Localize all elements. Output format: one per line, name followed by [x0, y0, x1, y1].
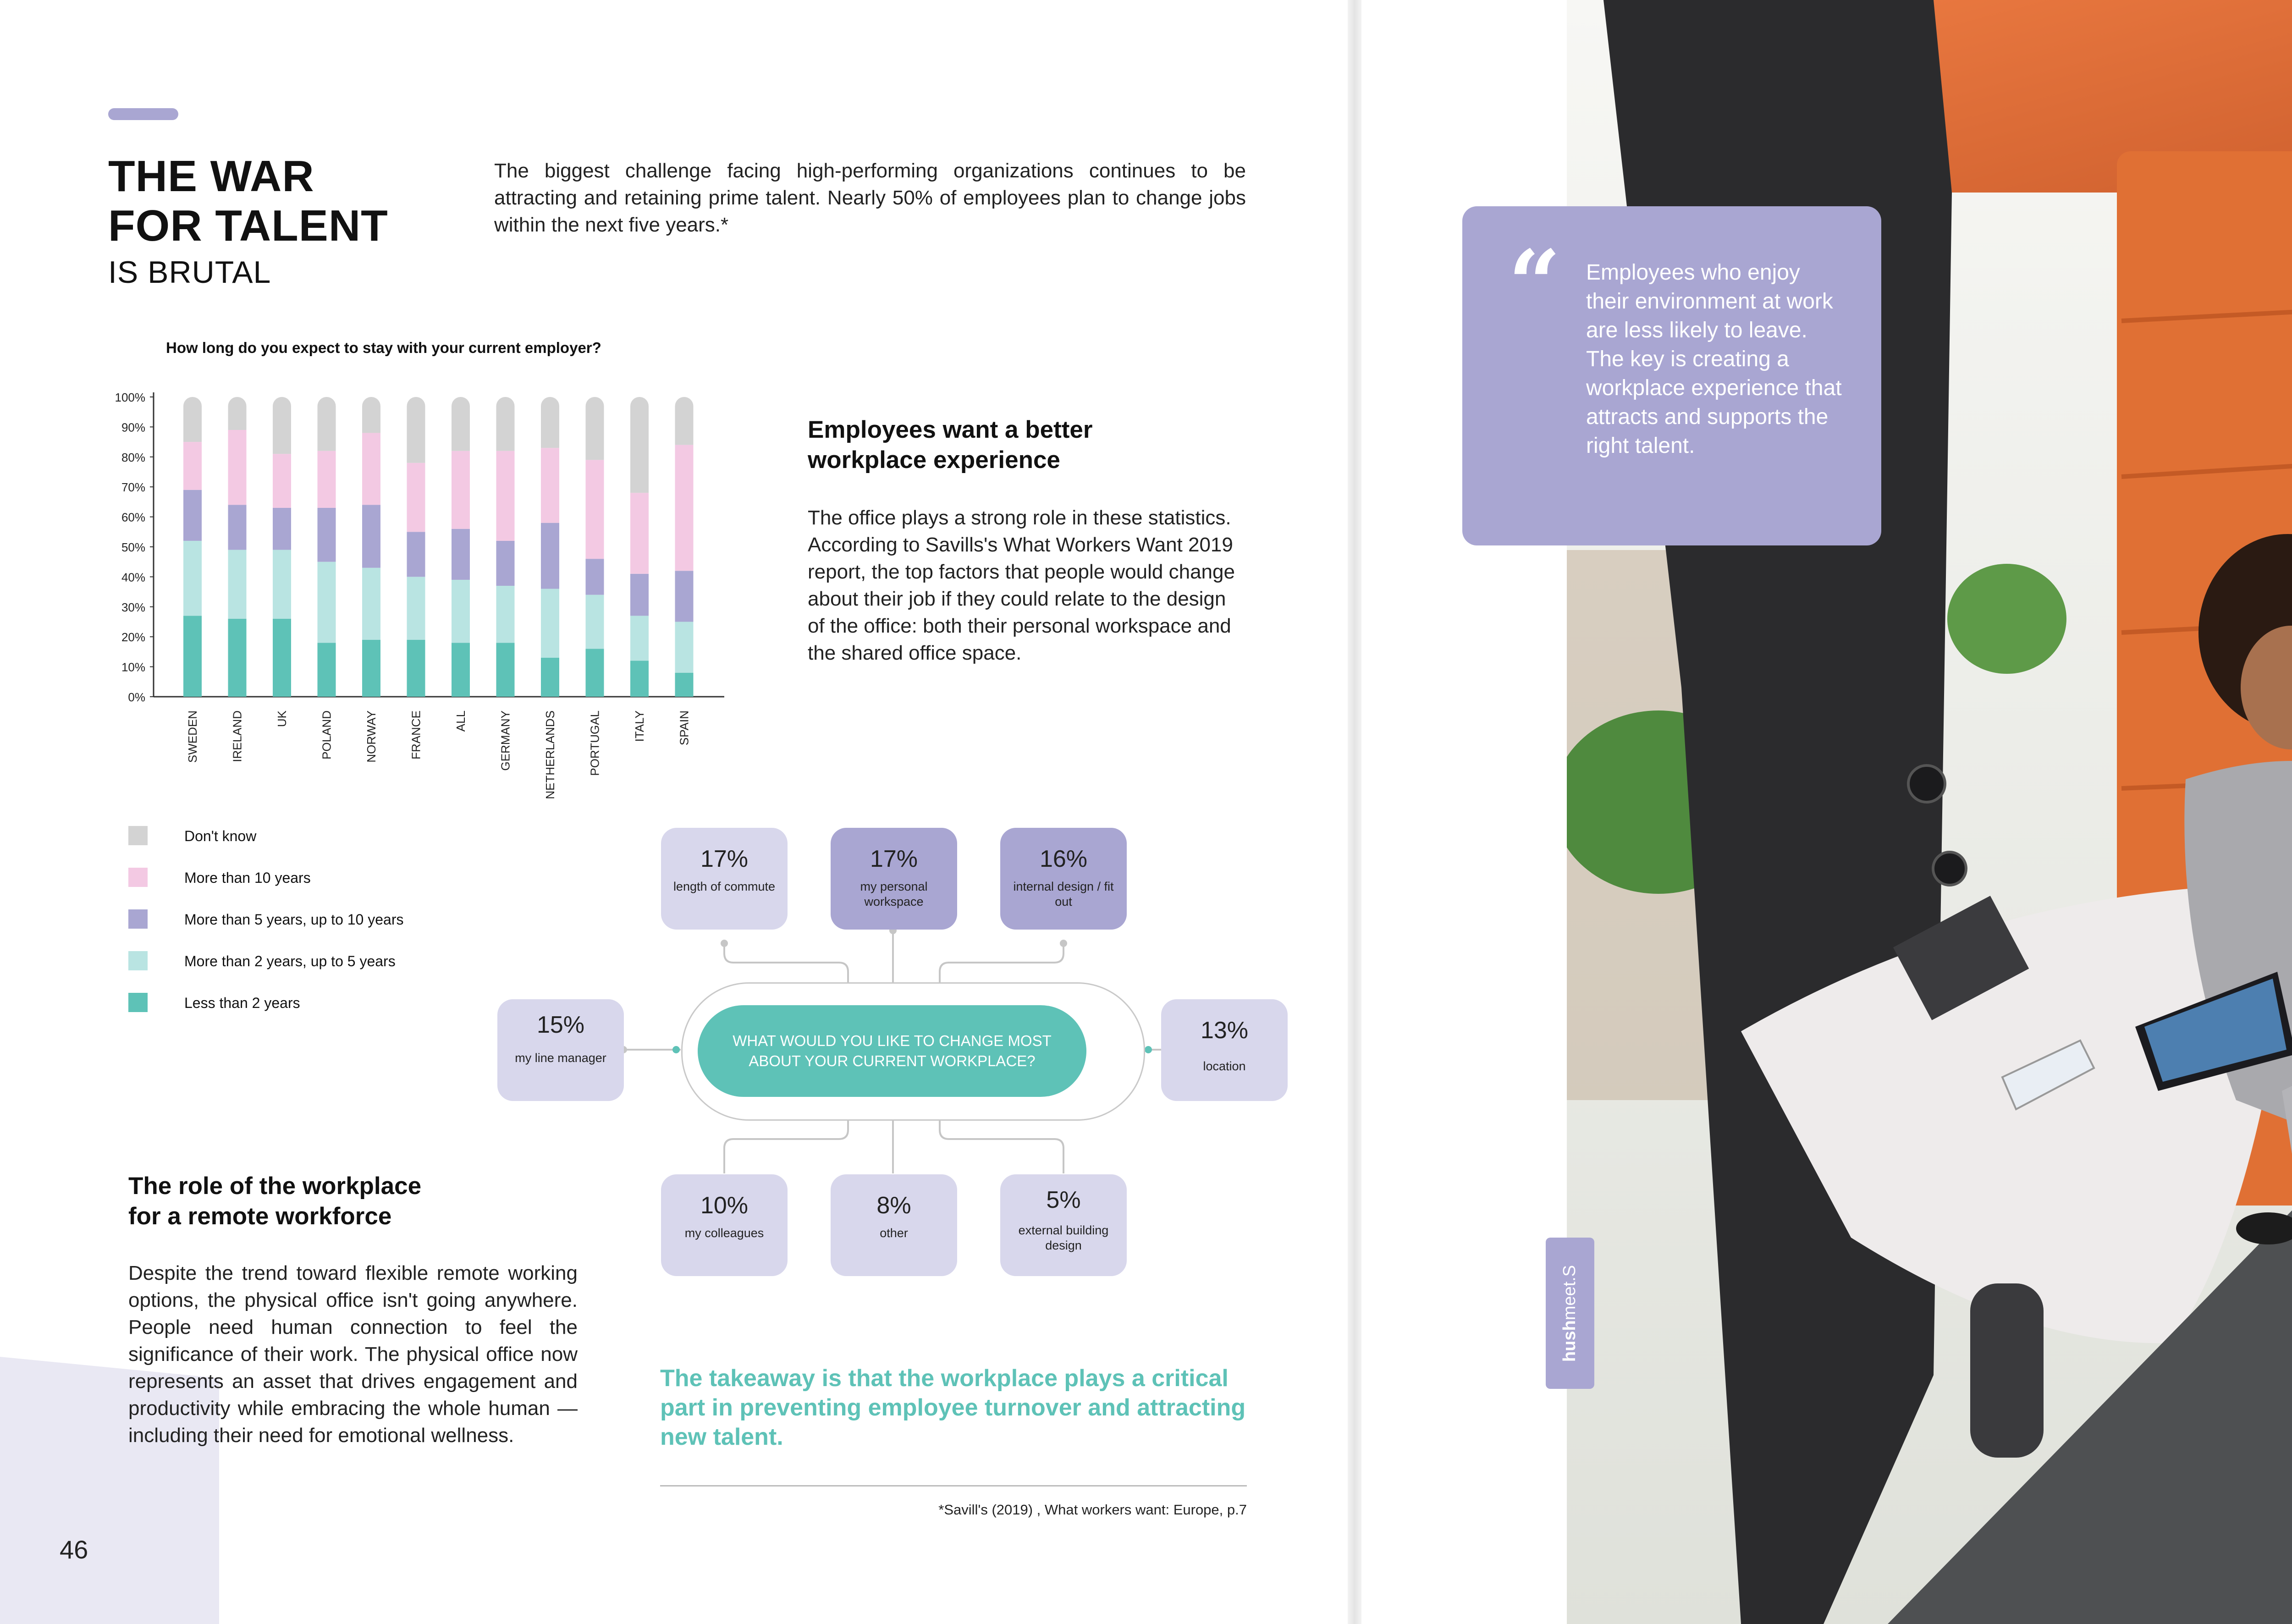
section-body-experience: The office plays a strong role in these statistics. According to Savills's What Workers Want 2019 report, the top factors that people would change about their job if they could relate to the design of the office: both their personal workspace and the shared office space. — [808, 506, 1235, 664]
bar-segment — [183, 442, 202, 490]
heading-line: Employees want a better — [808, 416, 1093, 443]
bar-segment — [496, 451, 515, 541]
bar-segment — [407, 577, 425, 639]
factor-label: internal design / fit out — [1013, 880, 1114, 908]
bar-segment — [318, 643, 336, 697]
bar-segment — [541, 523, 559, 589]
x-tick-label: UK — [275, 710, 289, 727]
x-tick-label: NETHERLANDS — [543, 710, 557, 799]
bar-segment — [362, 640, 380, 697]
connector — [940, 1118, 1063, 1173]
legend-label: Less than 2 years — [184, 995, 300, 1011]
bar-segment — [586, 595, 604, 649]
factor-percent: 13% — [1200, 1017, 1249, 1044]
footnote-divider — [660, 1485, 1247, 1486]
bar-segment — [586, 559, 604, 595]
factor-percent: 8% — [876, 1192, 911, 1219]
y-tick-label: 30% — [121, 600, 145, 614]
bar-segment — [541, 589, 559, 658]
bar-segment — [183, 397, 202, 442]
factor-percent: 17% — [870, 846, 918, 872]
factor-label: my line manager — [515, 1051, 606, 1065]
factor-percent: 10% — [700, 1192, 749, 1219]
bar-segment — [273, 550, 291, 619]
y-tick-label: 10% — [121, 660, 145, 674]
factor-label: external building design — [1018, 1223, 1109, 1252]
connector-dot — [672, 1046, 680, 1053]
bar-segment — [452, 529, 470, 580]
bar-segment — [183, 616, 202, 697]
table-leg — [1970, 1283, 2044, 1458]
bar-segment — [273, 508, 291, 550]
x-tick-label: GERMANY — [498, 710, 512, 771]
bar-segment — [407, 397, 425, 463]
y-tick-label: 70% — [121, 480, 145, 495]
connector-dot — [721, 940, 728, 947]
tag-brand: hush — [1560, 1320, 1580, 1362]
factor-percent: 17% — [700, 846, 749, 872]
factor-box-commute — [661, 828, 788, 930]
bar-segment — [675, 445, 694, 571]
x-tick-label: SPAIN — [677, 710, 691, 746]
factor-label: length of commute — [673, 880, 776, 893]
factor-label: my personal workspace — [860, 880, 928, 908]
factor-percent: 5% — [1046, 1187, 1081, 1213]
bar-segment — [228, 397, 247, 430]
legend-item — [128, 908, 495, 930]
y-tick-label: 100% — [115, 391, 145, 404]
bar-segment — [630, 493, 649, 574]
connector-dot — [1145, 1046, 1152, 1053]
bar-segment — [183, 490, 202, 541]
factor-box-location — [1161, 999, 1288, 1101]
connector — [940, 942, 1063, 982]
x-tick-label: FRANCE — [409, 710, 423, 760]
legend-swatch — [128, 868, 148, 887]
x-tick-label: POLAND — [320, 710, 334, 760]
bar-segment — [318, 562, 336, 643]
legend-label: Don't know — [184, 828, 257, 844]
intro-paragraph: The biggest challenge facing high-performing organizations continues to be attracting and retaining prime talent. Nearly 50% of employees plan to change jobs within the next five years.* — [494, 160, 1246, 236]
quote-text: Employees who enjoy their environment at work are less likely to leave. The key is creating a workplace experience that attracts and supports the right talent. — [1586, 260, 1842, 458]
legend-item — [128, 867, 495, 889]
x-tick-label: ITALY — [633, 710, 646, 742]
bar-segment — [273, 619, 291, 697]
accent-bar — [108, 108, 178, 120]
tag-model: meet.S — [1560, 1265, 1580, 1320]
question-pill — [698, 1005, 1086, 1097]
bar-segment — [496, 586, 515, 643]
legend-item — [128, 825, 495, 847]
bar-segment — [452, 397, 470, 451]
bar-segment — [362, 397, 380, 433]
bar-segment — [228, 550, 247, 619]
factor-box-internal-design — [1000, 828, 1127, 930]
footnote: *Savill's (2019) , What workers want: Europe, p.7 — [938, 1502, 1247, 1518]
page-number-left: 46 — [60, 1535, 88, 1564]
outlet — [1933, 852, 1966, 885]
bar-segment — [586, 649, 604, 697]
connector-dot — [1060, 940, 1067, 947]
bar-segment — [407, 640, 425, 697]
legend-item — [128, 950, 495, 972]
heading-line: The role of the workplace — [128, 1173, 422, 1200]
bar-segment — [362, 505, 380, 567]
bar-segment — [541, 397, 559, 448]
product-tag-label — [1546, 1238, 1594, 1389]
stacked-bar-chart — [92, 376, 743, 816]
takeaway-callout: The takeaway is that the workplace plays a critical part in preventing employee turnover and attracting new talent. — [660, 1365, 1246, 1450]
section-heading-experience — [808, 415, 1092, 475]
bar-segment — [318, 508, 336, 562]
bar-segment — [362, 568, 380, 640]
y-tick-label: 60% — [121, 510, 145, 524]
y-tick-label: 0% — [128, 690, 145, 704]
y-tick-label: 80% — [121, 450, 145, 464]
x-tick-label: PORTUGAL — [588, 710, 602, 776]
title-line-3: IS BRUTAL — [108, 255, 271, 290]
bar-segment — [362, 433, 380, 505]
legend-label: More than 5 years, up to 10 years — [184, 911, 404, 928]
y-tick-label: 40% — [121, 570, 145, 584]
bar-segment — [452, 451, 470, 529]
bar-segment — [228, 505, 247, 550]
plant — [1947, 564, 2066, 674]
bar-segment — [318, 451, 336, 508]
bar-segment — [496, 541, 515, 586]
factor-box-line-manager — [497, 999, 624, 1101]
y-tick-label: 50% — [121, 540, 145, 554]
factor-label: other — [880, 1226, 908, 1240]
outlet — [1908, 765, 1945, 802]
y-tick-label: 20% — [121, 630, 145, 644]
section-body-remote: Despite the trend toward flexible remote working options, the physical office isn't going anywhere. People need human connection to feel the significance of their work. The physical office now represents an asset that drives engagement and productivity while embracing the whole human — including their need for emotional wellness. — [128, 1262, 578, 1447]
x-tick-label: NORWAY — [364, 710, 378, 763]
title-line-2: FOR TALENT — [108, 201, 388, 250]
y-tick-label: 90% — [121, 420, 145, 435]
section-heading-remote — [128, 1171, 421, 1232]
bar-segment — [630, 661, 649, 697]
factor-percent: 15% — [536, 1012, 585, 1038]
bar-segment — [541, 448, 559, 523]
bar-segment — [318, 397, 336, 451]
legend-item — [128, 992, 495, 1014]
legend-label: More than 10 years — [184, 870, 311, 886]
bar-segment — [541, 658, 559, 697]
question-text: WHAT WOULD YOU LIKE TO CHANGE MOST ABOUT YOUR CURRENT WORKPLACE? — [733, 1032, 1052, 1069]
bar-segment — [675, 397, 694, 445]
bar-segment — [675, 571, 694, 622]
bar-segment — [452, 580, 470, 643]
heading-line: workplace experience — [808, 446, 1060, 473]
bar-segment — [228, 619, 247, 697]
bar-segment — [452, 643, 470, 697]
legend-label: More than 2 years, up to 5 years — [184, 953, 396, 969]
factor-box-external-design — [1000, 1174, 1127, 1276]
legend-swatch — [128, 909, 148, 929]
bar-segment — [586, 460, 604, 559]
heading-line: for a remote workforce — [128, 1203, 392, 1230]
bar-segment — [675, 622, 694, 673]
legend-swatch — [128, 951, 148, 970]
bar-segment — [630, 616, 649, 661]
factor-percent: 16% — [1039, 846, 1088, 872]
bar-segment — [183, 541, 202, 616]
bar-segment — [586, 397, 604, 460]
bar-segment — [228, 430, 247, 505]
bar-segment — [496, 643, 515, 697]
bar-segment — [407, 463, 425, 532]
connector — [724, 1118, 848, 1173]
book-spine — [1348, 0, 1361, 1624]
bar-segment — [630, 397, 649, 493]
x-tick-label: IRELAND — [230, 710, 244, 762]
x-tick-label: SWEDEN — [186, 710, 199, 763]
title-line-1: THE WAR — [108, 152, 314, 201]
bar-segment — [273, 397, 291, 454]
factor-label: location — [1203, 1059, 1246, 1073]
bar-segment — [273, 454, 291, 508]
bar-segment — [675, 673, 694, 697]
chart-title: How long do you expect to stay with your current employer? — [166, 339, 601, 356]
factor-box-personal-workspace — [831, 828, 957, 930]
connector — [724, 942, 848, 982]
bar-segment — [496, 397, 515, 451]
factor-box-colleagues — [661, 1174, 788, 1276]
bar-segment — [630, 574, 649, 616]
bar-segment — [407, 532, 425, 577]
quote-mark-icon: “ — [1508, 230, 1561, 338]
x-tick-label: ALL — [454, 710, 468, 732]
factor-label: my colleagues — [684, 1226, 764, 1240]
legend-swatch — [128, 993, 148, 1012]
legend-swatch — [128, 826, 148, 845]
factor-box-other — [831, 1174, 957, 1276]
